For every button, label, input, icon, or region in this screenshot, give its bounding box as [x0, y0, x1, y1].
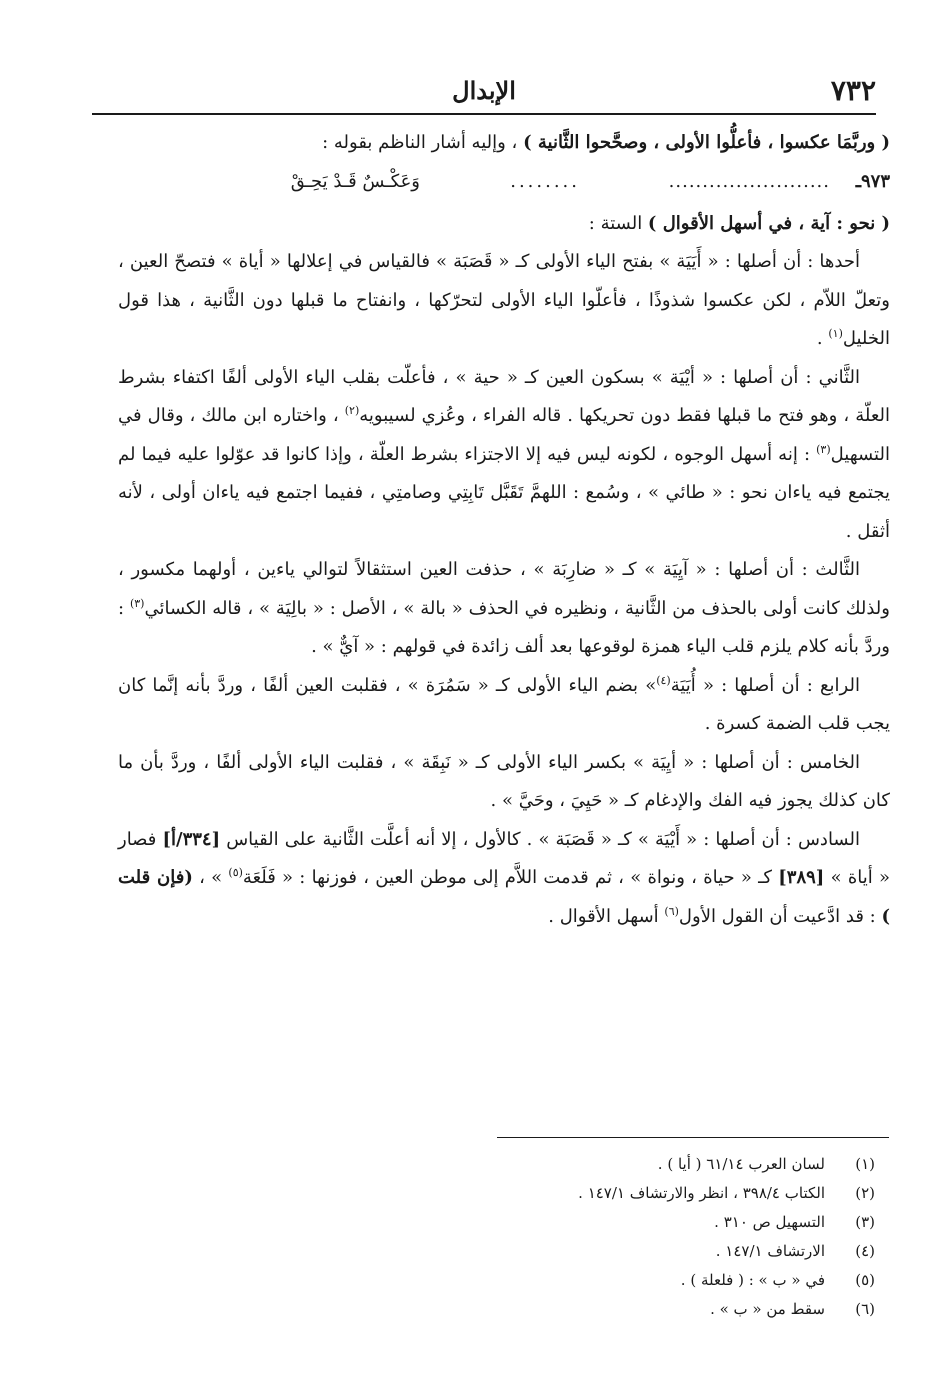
verse-number: ٩٧٣ـ [855, 170, 890, 192]
manuscript-page-ref: [٣٨٩] [778, 867, 825, 888]
paragraph-second: الثَّاني : أن أصلها : « أيْيَة » بسكون العين كـ « حية » ، فأعلّت بقلب الياء الأولى ألفًا اكتفاء بشرط العلّة ، وهو فتح ما قبلها فقط دون تحريكها . قاله الفراء ، وعُزي لسيبويه$^{(٢)}$ ، واختاره ابن مالك ، وقال في التسهيل$^{(٣)}$ : إنه أسهل الوجوه ، لكونه ليس فيه إلا الاجتزاء بشرط العلّة ، وإذا كانوا قد عوّلوا عليه فيما لم يجتمع فيه ياءان نحو : « طائي » ، وسُمع : اللهمَّ تَقَبَّل تَابِتِي وصامتِي ، ففيما اجتمع فيه ياءان أولى ، لأنه أثقل . [118, 366, 890, 542]
footnote: (٥) في « ب » : ( فلعلة ) . [680, 1271, 875, 1289]
footnote-marker: (٤) [656, 673, 671, 687]
verse-first-half: ........................ [668, 170, 830, 192]
footnote-marker: (٣) [816, 442, 831, 456]
page-number: ٧٣٢ [830, 74, 876, 107]
verse-text: وَعَكْـسٌ قَـدْ يَحِـقْ [290, 170, 420, 192]
paragraph-first: أحدها : أن أصلها : « أَيَيَة » بفتح الياء الأولى كـ « قَصَبَة » فالقياس في إعلالها « أياة » فتصحّ العين ، وتعلّ اللاّم ، لكن عكسوا شذوذًا ، فأعلّوا الياء الأولى لتحرّكها ، وانفتاح ما قبلها دون الثَّانية ، هذا قول الخليل$^{(١)}$ . [118, 251, 890, 349]
footnote: (٢) الكتاب ٣٩٨/٤ ، انظر والارتشاف ١٤٧/١ . [578, 1184, 875, 1202]
footnote: (١) لسان العرب ٦١/١٤ ( أيا ) . [657, 1155, 875, 1173]
objection-label: (فإن قلت ) [118, 867, 890, 927]
footnote: (٦) سقط من « ب » . [710, 1300, 875, 1318]
paragraph-third: الثَّالث : أن أصلها : « آيِيَة » كـ « ضارِبَة » ، حذفت العين استثقالاً لتوالي ياءين ، أولهما مكسور ، ولذلك كانت أولى بالحذف من الثَّانية ، ونظيره في الحذف « بالة » ، الأصل : « بالِيَة » ، قاله الكسائي$^{(٣)}$ : وردَّ بأنه كلام يلزم قلب الياء همزة لوقوعها بعد ألف زائدة في قولهم : « آيٌّ » . [118, 559, 890, 657]
footnote-marker: (١) [828, 327, 843, 340]
header-rule [92, 113, 876, 115]
manuscript-folio-ref: [٣٣٤/أ] [162, 828, 221, 850]
main-text [118, 124, 890, 936]
footnote: (٣) التسهيل ص ٣١٠ . [714, 1213, 875, 1231]
quoted-matn: ( وربَّمَا عكسوا ، فأعلُّوا الأولى ، وصحَّحوا الثَّانية ) [523, 132, 890, 153]
verse-line [118, 163, 890, 205]
running-title: الإبدال [452, 76, 516, 105]
footnote: (٤) الارتشاف ١٤٧/١ . [715, 1242, 875, 1260]
verse-second-half: ........ [510, 170, 580, 192]
section-heading: ( نحو : آية ، في أسهل الأقوال ) الستة : [588, 212, 890, 234]
footnote-marker: (٣) [129, 596, 145, 610]
footnotes [300, 1150, 875, 1324]
paragraph-sixth: السادس : أن أصلها : « أَيْيَة » كـ « قَصَبَة » . كالأول ، إلا أنه أعلَّت الثَّانية على القياس [٣٣٤/أ] فصار « أياة » [٣٨٩] كـ « حياة ، ونواة » ، ثم قدمت اللاَّم إلى موطن العين ، فوزنها : « فَلَعَة$^{(٥)}$ » ، (فإن قلت ) : قد ادَّعيت أن القول الأول$^{(٦)}$ أسهل الأقوال . [118, 828, 891, 927]
footnote-rule [497, 1137, 889, 1138]
page-header [92, 74, 876, 112]
paragraph-fifth: الخامس : أن أصلها : « أيِيَة » بكسر الياء الأولى كـ « نَبِقَة » ، فقلبت الياء الأولى ألفًا ، وردَّ بأن ما كان كذلك يجوز فيه الفك والإدغام كـ « حَيِيَ ، وحَيَّ » . [118, 751, 890, 811]
footnote-marker: (٦) [664, 904, 679, 918]
quoted-matn: ( نحو : آية ، في أسهل الأقوال ) [647, 212, 890, 234]
footnote-marker: (٥) [228, 866, 243, 879]
intro-paragraph: ( وربَّمَا عكسوا ، فأعلُّوا الأولى ، وصحَّحوا الثَّانية ) ، وإليه أشار الناظم بقوله : [322, 132, 890, 153]
paragraph-fourth: الرابع : أن أصلها : « أُيَيَة$^{(٤)}$» بضم الياء الأولى كـ « سَمُرَة » ، فقلبت العين ألفًا ، وردَّ بأنه إنَّما كان يجب قلب الضمة كسرة . [118, 673, 890, 734]
footnote-marker: (٢) [344, 404, 360, 417]
